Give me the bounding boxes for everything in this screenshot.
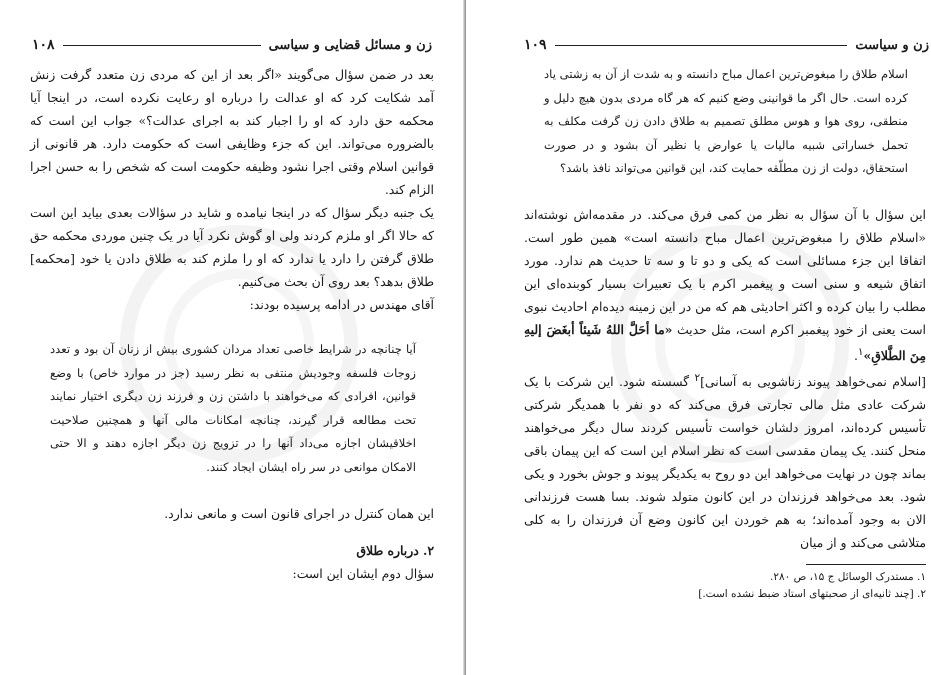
running-header (32, 34, 432, 56)
footnote-marker: ۲ (694, 372, 701, 385)
paragraph-text: این سؤال با آن سؤال به نظر من کمی فرق می‌کند. در مقدمه‌اش نوشته‌اند «اسلام طلاق را مبغوض‌ترین اعمال مباح دانسته است» همین طور است. اتفاقا این جزء مسائلی است که یکی و دو تا و سه تا حدیث هم ندارد. مورد اتفاق شیعه و سنی است و پیغمبر اکرم با یک تعبیرات بسیار کوبنده‌ای این مطلب را بیان کرده و اکثر احادیثی هم که من در این زمینه دیده‌ام احادیث نبوی است یعنی از خود پیغمبر اکرم است، مثل حدیث (524, 206, 926, 337)
paragraph: یک جنبه دیگر سؤال که در اینجا نیامده و شاید در سؤالات بعدی بیاید این است که حالا اگر او ملزم کردند ولی او گوش نکرد آیا در یک چنین موردی محکمه حق طلاق گرفتن را دارد یا ندارد که او را ملزم کند به طلاق دادن یا خود [محکمه] طلاق بدهد؟ بعد روی آن بحث می‌کنیم. (30, 205, 434, 289)
footnote-marker: ۱ (857, 345, 864, 358)
paragraph (524, 367, 926, 554)
section-heading: ۲. درباره طلاق (356, 542, 434, 558)
header-rule (555, 45, 848, 46)
page-body (30, 63, 434, 585)
footnote: ۲. [چند ثانیه‌ای از صحبتهای استاد ضبط نشده است.] (698, 588, 926, 601)
arabic-hadith: «ما أحَلَّ اللهُ شَيئاً أبغَضَ إليهِ مِنَ الطَّلاقِ» (524, 321, 926, 364)
paragraph: بعد در ضمن سؤال می‌گویند «اگر بعد از این که مردی زن متعدد گرفت زنش آمد شکایت کرد که او عدالت را درباره او رعایت نکرده است، در اینجا آیا محکمه حق دارد که او را اجبار کند به اجرای عدالت؟» جواب این است که بالضروره می‌تواند. این که جزء وظایفی است که حکومت دارد. هر قانونی از قوانین اسلام وقتی اجرا نشود وظیفه حکومت است که شخص را به حسن اجرا الزام کند. (30, 67, 434, 197)
footnote-rule (806, 564, 926, 565)
page-body (524, 63, 926, 603)
paragraph: این همان کنترل در اجرای قانون است و مانعی ندارد. (164, 505, 434, 521)
header-rule (63, 45, 261, 46)
header-title: زن و مسائل قضایی و سیاسی (268, 37, 432, 53)
paragraph: این سؤال با آن سؤال به نظر من کمی فرق می‌کند. در مقدمه‌اش نوشته‌اند «اسلام طلاق را مبغوض‌ترین اعمال مباح دانسته است» همین طور است. اتفاقا این جزء مسائلی است که یکی و دو تا و سه تا حدیث هم ندارد. مورد اتفاق شیعه و سنی است و پیغمبر اکرم با یک تعبیرات بسیار کوبنده‌ای این مطلب را بیان کرده و اکثر احادیثی هم که من در این زمینه دیده‌ام احادیث نبوی است یعنی از خود پیغمبر اکرم است، مثل حدیث «ما أحَلَّ اللهُ شَيئاً أبغَضَ إليهِ مِنَ الطَّلاقِ»$^۱$. (524, 206, 926, 364)
page-108 (0, 0, 465, 675)
block-quote: اسلام طلاق را مبغوض‌ترین اعمال مباح دانسته و به شدت از آن به زشتی یاد کرده است. حال اگر ما قوانینی وضع کنیم که هر گاه مردی بدون هیچ دلیل و منطقی، روی هوا و هوس مطلق تصمیم به طلاق دادن زن گرفت مکلف به تحمل خساراتی شبیه مالیات یا عوارض یا نظیر آن بشود و در صورت استحقاق، دولت از زن مطلّقه حمایت کند، این قوانین می‌تواند نافذ باشد؟ (544, 67, 908, 176)
footnote: ۱. مستدرک الوسائل ج ۱۵، ص ۲۸۰. (770, 571, 926, 584)
block-quote: آیا چنانچه در شرایط خاصی تعداد مردان کشوری بیش از زنان آن بود و تعدد زوجات فلسفه وجودیش منتفی به نظر رسید (جز در موارد خاص) با وضع قوانین، افرادی که می‌خواهند با داشتن زن و فرزند زن دیگری اختیار نمایند تحت مطالعه قرار گیرند، چنانچه امکانات مالی آنها و همچنین صلاحیت اخلاقیشان اجازه می‌داد آنها را در تزویج زن دیگر اجازه دهند و الا حتی الامکان موانعی در سر راه ایشان ایجاد کنند. (50, 342, 416, 474)
paragraph-text: [اسلام نمی‌خواهد پیوند زناشویی به آسانی] (700, 374, 926, 390)
page-number: ۱۰۸ (32, 37, 55, 53)
paragraph: سؤال دوم ایشان این است: (292, 565, 434, 581)
running-header (524, 34, 929, 56)
paragraph-text: گسسته شود. این شرکت با یک شرکت عادی مثل مالی تجارتی فرق می‌کند که دو نفر با همدیگر شرکتی تأسیس کرده‌اند، امروز دلشان خواست تأسیس کردند سال دیگر می‌خواهند منحل کنند. یک پیمان مقدسی است که نظر اسلام این است که این پیمان باقی بماند چون در نهایت می‌خواهد این دو روح به یکدیگر پیوند و جوش بخورد و یکی شود. بعد می‌خواهد فرزندان در این کانون متولد شوند. بسا هست فرزندانی الان به وجود آمده‌اند؛ به هم خوردن این کانون وضع آن فرزندان را به کلی متلاشی می‌کند و از میان (524, 374, 926, 551)
paragraph: آقای مهندس در ادامه پرسیده بودند: (249, 297, 434, 312)
page-number: ۱۰۹ (524, 37, 547, 53)
header-title: زن و سیاست (855, 37, 929, 53)
page-109 (466, 0, 931, 675)
